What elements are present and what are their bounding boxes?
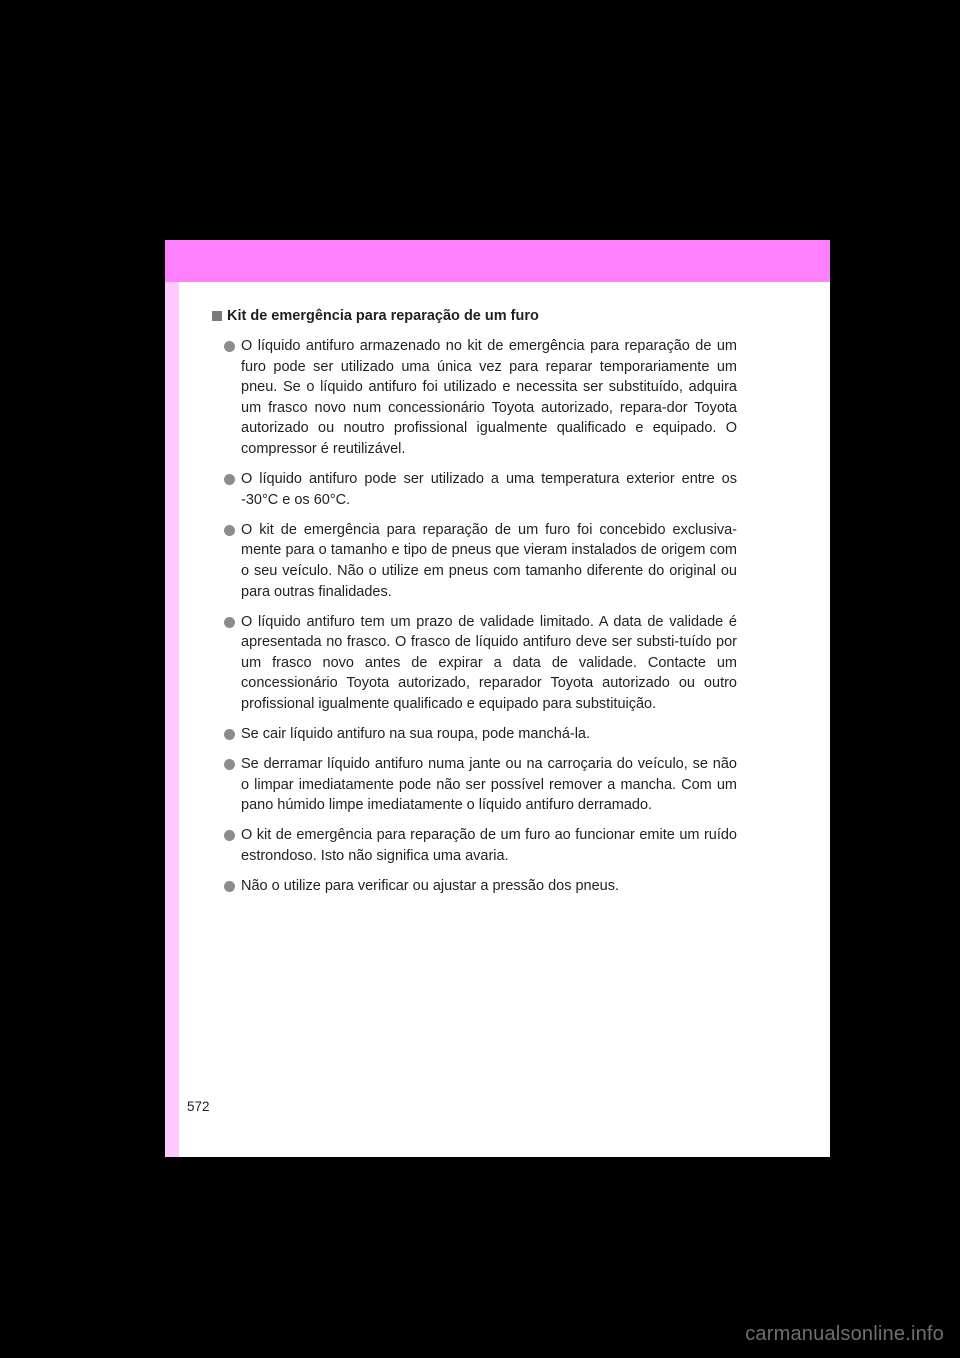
list-item-text: O kit de emergência para reparação de um furo foi concebido exclusiva-mente para o tamanho e tipo de pneus que vieram instalados de origem com o seu veículo. Não o utilize em pneus com tamanho diferente do original ou para outras finalidades. [241, 521, 737, 600]
list-item-text: Não o utilize para verificar ou ajustar a pressão dos pneus. [241, 878, 620, 895]
bullet-list [212, 336, 737, 897]
list-item [212, 876, 737, 897]
circle-bullet-icon [224, 341, 235, 352]
header-band [165, 240, 830, 282]
list-item-text: O líquido antifuro armazenado no kit de emergência para reparação de um furo pode ser utilizado uma única vez para reparar temporariamente um pneu. Se o líquido antifuro foi utilizado e necessita ser substituído, adquira um frasco novo num concessionário Toyota autorizado, repara-dor Toyota autorizado ou noutro profissional igualmente qualificado e equipado. O compressor é reutilizável. [241, 338, 737, 457]
list-item-text: O líquido antifuro pode ser utilizado a uma temperatura exterior entre os -30°C e os 60°C. [241, 471, 737, 508]
circle-bullet-icon [224, 617, 235, 628]
list-item-text: O líquido antifuro tem um prazo de validade limitado. A data de validade é apresentada no frasco. O frasco de líquido antifuro deve ser substi-tuído por um frasco novo antes de expirar a data de validade. Contacte um concessionário Toyota autorizado, reparador Toyota autorizado ou outro profissional igualmente qualificado e equipado para substituição. [241, 613, 737, 712]
manual-page [165, 240, 830, 1157]
list-item-text: Se derramar líquido antifuro numa jante ou na carroçaria do veículo, se não o limpar imediatamente pode não ser possível remover a mancha. Com um pano húmido limpe imediatamente o líquido antifuro derramado. [241, 756, 737, 814]
list-item [212, 825, 737, 866]
circle-bullet-icon [224, 474, 235, 485]
section-heading-text: Kit de emergência para reparação de um furo [227, 308, 539, 324]
list-item [212, 469, 737, 510]
page-content [212, 306, 737, 906]
circle-bullet-icon [224, 759, 235, 770]
circle-bullet-icon [224, 729, 235, 740]
side-band [165, 282, 179, 1157]
list-item [212, 754, 737, 816]
list-item [212, 724, 737, 745]
circle-bullet-icon [224, 830, 235, 841]
page-number: 572 [187, 1099, 210, 1114]
list-item [212, 520, 737, 602]
list-item-text: Se cair líquido antifuro na sua roupa, pode manchá-la. [241, 726, 591, 743]
list-item [212, 336, 737, 460]
circle-bullet-icon [224, 525, 235, 536]
list-item-text: O kit de emergência para reparação de um furo ao funcionar emite um ruído estrondoso. Isto não significa uma avaria. [241, 827, 737, 865]
watermark-text: carmanualsonline.info [745, 1323, 944, 1345]
square-bullet-icon [212, 311, 222, 321]
section-heading [212, 306, 737, 326]
list-item [212, 612, 737, 715]
circle-bullet-icon [224, 881, 235, 892]
